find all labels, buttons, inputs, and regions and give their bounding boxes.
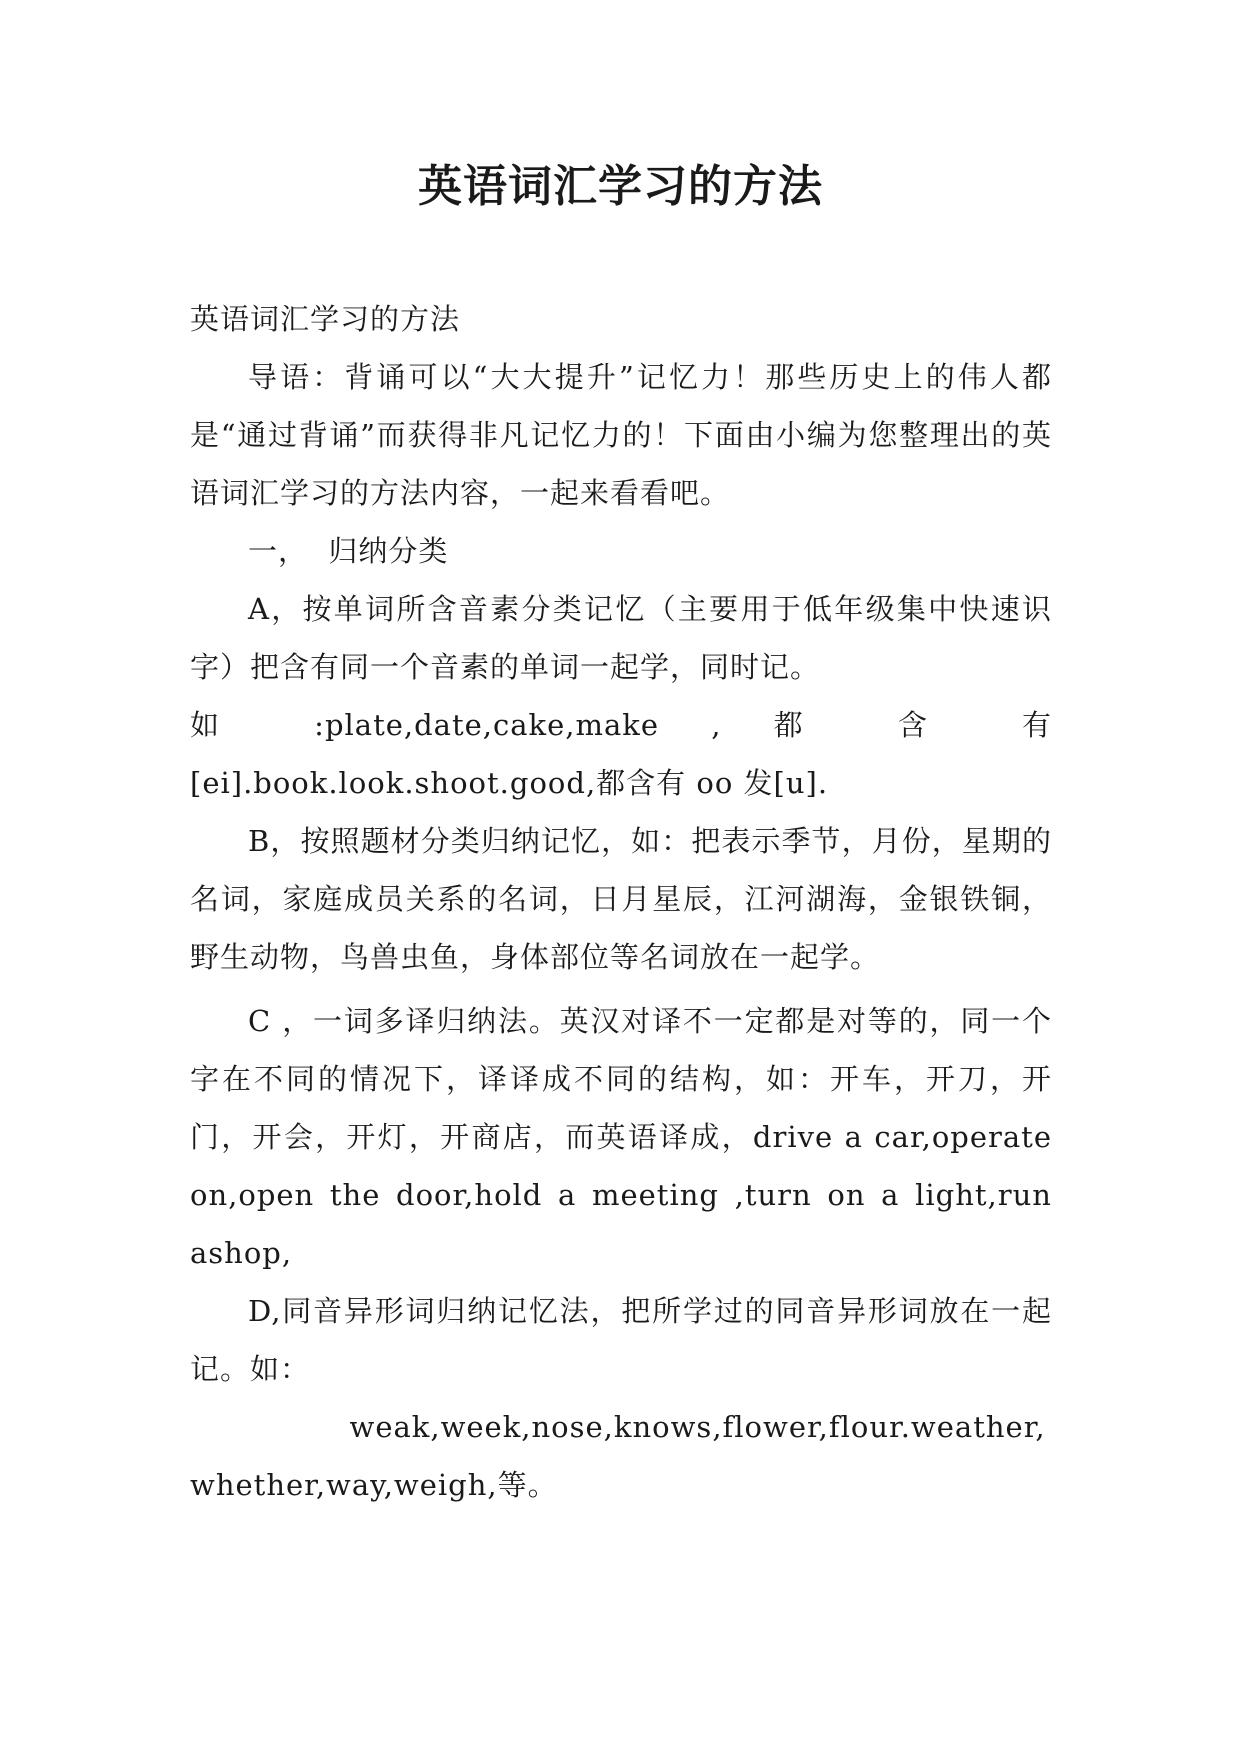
paragraph-d-examples-line-2: whether,way,weigh,等。	[190, 1468, 558, 1502]
section-one-heading: 一， 归纳分类	[248, 534, 449, 568]
paragraph-d-examples-line-1: weak,week,nose,knows,flower,flour.weather,	[349, 1410, 1046, 1444]
document-title: 英语词汇学习的方法	[418, 161, 823, 212]
paragraph-a-line-3: [ei].book.look.shoot.good,都含有 oo 发[u].	[190, 766, 829, 800]
paragraph-c: C ，一词多译归纳法。英汉对译不一定都是对等的，同一个字在不同的情况下，译译成不同的结构，如：开车，开刀，开门，开会，开灯，开商店，而英语译成，drive a car,operate on,open the door,hold a meeting ,turn on a light,run ashop,	[190, 1004, 1052, 1270]
paragraph-a-line-2: 如 :plate,date,cake,make , 都 含 有	[190, 708, 1052, 742]
document-subtitle: 英语词汇学习的方法	[190, 302, 461, 336]
paragraph-a-line-1: A，按单词所含音素分类记忆（主要用于低年级集中快速识字）把含有同一个音素的单词一起学，同时记。	[190, 592, 1052, 684]
paragraph-b: B，按照题材分类归纳记忆，如：把表示季节，月份，星期的名词，家庭成员关系的名词，日月星辰，江河湖海，金银铁铜，野生动物，鸟兽虫鱼，身体部位等名词放在一起学。	[190, 824, 1052, 974]
intro-paragraph: 导语：背诵可以“大大提升”记忆力！那些历史上的伟人都是“通过背诵”而获得非凡记忆力的！下面由小编为您整理出的英语词汇学习的方法内容，一起来看看吧。	[190, 360, 1052, 510]
document-body	[190, 290, 1052, 1514]
paragraph-d: D,同音异形词归纳记忆法，把所学过的同音异形词放在一起记。如：	[190, 1294, 1052, 1386]
